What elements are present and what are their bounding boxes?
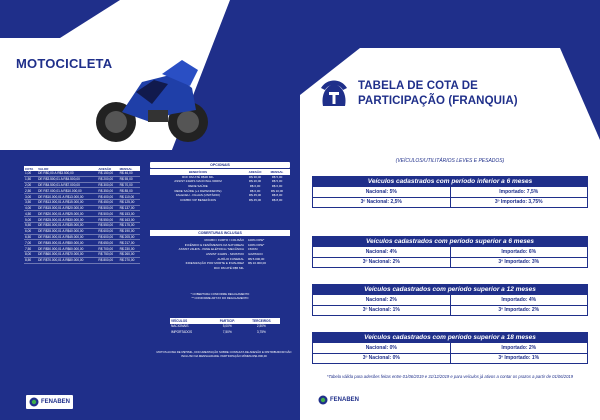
rate-cell: Nacional: 0% [365, 344, 397, 351]
table-row [312, 306, 588, 317]
fine-print [150, 292, 290, 300]
price-cell: DE R$70.000,01 A R$80.000,00 [37, 257, 97, 263]
optional-cell: R$ 30,00 [248, 174, 262, 179]
fenaben-logo [318, 395, 359, 405]
price-cell: R$ 650,00 [97, 240, 118, 246]
price-cell: 2,00 [24, 182, 37, 188]
coverages-title: COBERTURAS INCLUSAS [150, 230, 290, 236]
coverage-cell: ASSIST 24HRS - SINISTRO [206, 252, 244, 257]
price-cell: R$ 550,00 [97, 223, 118, 229]
coverage-cell: ROUBO / FURTO / COLISÃO [204, 238, 244, 243]
table-row [312, 247, 588, 258]
price-cell: R$ 125,00 [119, 199, 140, 205]
fine-print-line: ** CONFORME ART.XX DO REGULAMENTO [191, 296, 249, 300]
coverage-cell: ASSIST 24HRS - PANE ELÉTRICA / MECÂNICA [178, 247, 244, 252]
price-cell: R$ 400,00 [97, 194, 118, 200]
optional-cell: REDE SAÚDE [188, 184, 208, 189]
list-item [150, 175, 290, 180]
coverage-cell: AUXÍLIO FUNERAL [217, 256, 244, 261]
rate-cell: Importado: 6% [450, 247, 588, 257]
price-cell: R$ 500,00 [97, 205, 118, 211]
price-cell: 7,50 [24, 246, 37, 252]
list-item [150, 198, 290, 203]
table-row [312, 258, 588, 269]
optional-cell: R$ 10,00 [270, 188, 284, 193]
list-item [150, 193, 290, 198]
list-item [150, 179, 290, 184]
vehicles-cell: 7,50% [222, 329, 232, 334]
optional-cell: ASSIST 24HRS NACIONAL 600KM [174, 179, 222, 184]
list-item [150, 261, 290, 266]
optional-cell: RCF DM ATÉ R$30 MIL [182, 174, 214, 179]
price-cell: R$ 190,00 [119, 228, 140, 234]
optionals-header-row [150, 169, 290, 175]
list-item [150, 266, 290, 271]
price-cell: DE R$45.000,01 A R$50.000,00 [37, 240, 97, 246]
logo-text: FENABEN [41, 399, 71, 405]
period-block-under-6-months [312, 176, 588, 208]
table-row [170, 324, 280, 330]
vehicles-cell: IMPORTADOS [171, 329, 193, 334]
optional-cell: R$ 5,00 [271, 179, 283, 184]
price-cell: R$ 450,00 [97, 199, 118, 205]
price-cell: R$ 260,00 [119, 251, 140, 257]
list-item [150, 238, 290, 243]
price-cell: DE R$40.000,01 A R$45.000,00 [37, 234, 97, 240]
right-page [300, 0, 600, 420]
price-cell: 7,00 [24, 240, 37, 246]
coverage-cell: R$ 10.000,00 [248, 261, 267, 266]
price-cell: R$ 200,00 [97, 176, 118, 182]
price-cell: R$ 55,00 [119, 176, 140, 182]
price-cell: R$ 550,00 [97, 217, 118, 223]
price-cell: R$ 110,00 [119, 194, 140, 200]
price-cell: DE R$3.500,01 A R$4.500,00 [37, 176, 97, 182]
price-cell: 1,00 [24, 171, 37, 176]
price-cell: 8,50 [24, 257, 37, 263]
price-cell: 4,00 [24, 205, 37, 211]
price-cell: 4,50 [24, 211, 37, 217]
price-cell: R$ 153,00 [119, 211, 140, 217]
rate-cell: 3º Importado: 1% [450, 354, 588, 364]
rate-cell: Nacional: 5% [365, 188, 397, 195]
price-cell: R$ 46,00 [119, 171, 140, 176]
table-row [170, 329, 280, 335]
price-cell: R$ 350,00 [97, 188, 118, 194]
rate-cell: 3º Importado: 3,75% [450, 198, 588, 208]
period-block-over-18-months [312, 332, 588, 364]
price-cell: DE R$30.000,01 A R$35.000,00 [37, 223, 97, 229]
price-cell: DE R$25.000,01 A R$30.000,00 [37, 217, 97, 223]
vehicles-cell: 5,00% [222, 324, 232, 329]
price-cell: 2,50 [24, 188, 37, 194]
table-row [312, 295, 588, 306]
optional-cell: R$ 8,00 [271, 197, 283, 202]
price-cell: DE R$60.000,01 A R$70.000,00 [37, 251, 97, 257]
optional-cell: R$ 20,00 [248, 179, 262, 184]
price-cell: R$ 750,00 [97, 251, 118, 257]
coverage-cell: 150KM [248, 247, 258, 252]
list-item [150, 247, 290, 252]
coverage-cell: INCÊNDIO E FENÔMENOS DA NATUREZA [184, 242, 244, 247]
price-cell: DE R$7.000,01 A R$10.000,00 [37, 188, 97, 194]
price-header-valor: VALOR [37, 166, 97, 171]
vehicles-header-type: VEÍCULOS [170, 318, 212, 324]
price-cell: R$ 600,00 [97, 234, 118, 240]
optionals-title: OPCIONAIS [150, 162, 290, 168]
coverage-cell [248, 266, 288, 270]
coverage-cell: RCF DM ATÉ R$5 MIL [213, 265, 244, 270]
price-cell: DE R$4.500,01 A R$7.000,00 [37, 182, 97, 188]
table-row [312, 354, 588, 365]
optional-cell: R$ 45,00 [248, 193, 262, 198]
optionals-panel [150, 162, 290, 202]
rate-cell: 3º Nacional: 2% [362, 259, 400, 266]
block-heading: Veículos cadastrados com período superior a 12 meses [312, 284, 588, 295]
rate-cell: Importado: 4% [450, 295, 588, 305]
rate-cell: 3º Nacional: 0% [362, 355, 400, 362]
table-row [24, 257, 140, 263]
price-cell: R$ 205,00 [119, 234, 140, 240]
vehicles-cell: 3,75% [256, 329, 266, 334]
price-cell: 8,00 [24, 251, 37, 257]
rate-cell: Importado: 2% [450, 343, 588, 353]
price-cell: R$ 300,00 [97, 182, 118, 188]
vehicles-table [170, 318, 280, 335]
price-cell: DE R$0,00 A R$3.500,00 [37, 171, 97, 176]
price-cell: DE R$50.000,01 A R$60.000,00 [37, 246, 97, 252]
table-row [312, 343, 588, 354]
rate-cell: 3º Importado: 3% [450, 258, 588, 268]
price-cell: DE R$20.000,01 A R$25.000,00 [37, 211, 97, 217]
rate-cell: Nacional: 2% [365, 296, 397, 303]
list-item [150, 252, 290, 257]
price-cell: R$ 800,00 [97, 257, 118, 263]
spartan-helmet-icon [318, 395, 328, 405]
price-header-cota: COTA [24, 166, 37, 171]
main-title-line2: PARTICIPAÇÃO (FRANQUIA) [358, 95, 518, 107]
price-cell: 3,50 [24, 199, 37, 205]
price-cell: DE R$15.000,01 A R$20.000,00 [37, 205, 97, 211]
price-cell: 3,00 [24, 194, 37, 200]
price-cell: 6,50 [24, 234, 37, 240]
spartan-helmet-icon [317, 78, 351, 110]
right-hero-shapes [300, 0, 600, 140]
price-header-adesao: ADESÃO [97, 166, 118, 171]
price-cell: 5,50 [24, 223, 37, 229]
coverage-cell: ILIMITADO [248, 252, 263, 257]
price-cell: DE R$10.000,01 A R$13.000,00 [37, 194, 97, 200]
spartan-helmet-icon [29, 397, 39, 407]
rate-cell: Importado: 7,5% [450, 187, 588, 197]
rate-cell: 3º Importado: 2% [450, 306, 588, 316]
list-item [150, 188, 290, 193]
period-block-over-6-months [312, 236, 588, 268]
logo-text: FENABEN [330, 397, 360, 403]
vehicles-header-particip: PARTICIP. [212, 318, 243, 324]
page-title: MOTOCICLETA [16, 56, 113, 71]
optional-cell: COMBO VIP BENEFÍCIOS [180, 197, 216, 202]
table-row [312, 187, 588, 198]
price-cell: R$ 163,00 [119, 217, 140, 223]
optional-cell: R$ 6,00 [271, 184, 283, 189]
vehicles-cell: NACIONAIS [171, 324, 189, 329]
price-cell: R$ 230,00 [119, 246, 140, 252]
price-header-mensal: MENSAL [119, 166, 140, 171]
price-cell: R$ 700,00 [97, 246, 118, 252]
price-cell: R$ 270,00 [119, 257, 140, 263]
optional-cell: R$ 8,00 [271, 193, 283, 198]
optional-cell: R$ 0,00 [249, 188, 261, 193]
vehicles-header-terceiros: TERCEIROS [243, 318, 280, 324]
optional-cell: REDE SAÚDE (+1 DEPENDENTE) [174, 188, 222, 193]
optional-cell: R$ 0,00 [249, 184, 261, 189]
bottom-note: MOTOS ACIMA DE R$70MIL, DOCUMENTAÇÃO SOBRE CONSULTA DE ADESÃO E DISTRIBUIDOR NÃO INCLUSO NA MENSALIDADE. PARTICIPAÇÃO MÍNIMA R$1.800,00 [156, 350, 292, 358]
price-cell: 5,00 [24, 217, 37, 223]
table-row [312, 198, 588, 209]
price-cell: R$ 500,00 [97, 211, 118, 217]
optionals-header-benefits: BENEFÍCIOS [188, 169, 208, 174]
price-cell: 1,50 [24, 176, 37, 182]
price-cell: R$ 150,00 [97, 171, 118, 176]
rate-cell: 3º Nacional: 1% [362, 307, 400, 314]
price-table [24, 166, 140, 264]
subtitle: (VEÍCULOS/UTILITÁRIOS LEVES E PESADOS) [395, 158, 505, 164]
main-title-line1: TABELA DE COTA DE [358, 80, 478, 92]
price-cell: R$ 600,00 [97, 228, 118, 234]
validity-footnote: *Tabela válida para adesões feitas entre 01/06/2019 e 31/12/2019 e para veículos já ativos a contar os prazos a partir de 01/06/2019 [326, 374, 574, 379]
optional-cell: R$ 45,00 [248, 197, 262, 202]
optional-cell: R$ 5,00 [271, 174, 283, 179]
optional-cell: FALECEU - FILHAS (UNITÁRIO) [175, 193, 220, 198]
list-item [150, 184, 290, 189]
fine-print-line: * COBERTURA CONFORME REGULAMENTO [190, 292, 250, 296]
price-cell: R$ 70,00 [119, 182, 140, 188]
price-cell: R$ 217,00 [119, 240, 140, 246]
block-heading: Veículos cadastrados com período superior a 6 meses [312, 236, 588, 247]
optionals-header-adesao: ADESÃO [248, 169, 262, 174]
vehicles-cell: 2,50% [256, 324, 266, 329]
coverage-cell: 100% FIPE* [248, 238, 265, 243]
block-heading: Veículos cadastrados com período inferior a 6 meses [312, 176, 588, 187]
coverage-cell: 100% FIPE* [248, 242, 265, 247]
coverage-cell: R$ 5.000,00 [248, 256, 265, 261]
price-cell: DE R$35.000,01 A R$40.000,00 [37, 228, 97, 234]
rate-cell: 3º Nacional: 2,5% [360, 199, 402, 206]
price-cell: R$ 85,00 [119, 188, 140, 194]
period-block-over-12-months [312, 284, 588, 316]
fenaben-logo [26, 395, 73, 409]
price-cell: R$ 137,00 [119, 205, 140, 211]
rate-cell: Nacional: 4% [365, 248, 397, 255]
optionals-header-mensal: MENSAL [270, 169, 284, 174]
price-cell: DE R$13.000,01 A R$15.000,00 [37, 199, 97, 205]
coverage-cell: INDENIZAÇÃO POR MORTE E INVALIDEZ [185, 261, 244, 266]
coverages-list [150, 238, 290, 270]
motorcycle-image [92, 52, 212, 148]
block-heading: Veículos cadastrados com período superior a 18 meses [312, 332, 588, 343]
price-cell: R$ 175,00 [119, 223, 140, 229]
price-cell: 6,00 [24, 228, 37, 234]
